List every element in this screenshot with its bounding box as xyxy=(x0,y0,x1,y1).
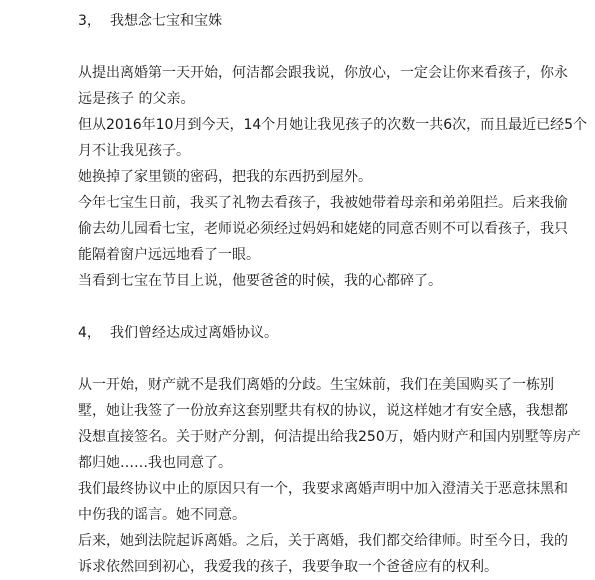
section-4-title: 我们曾经达成过离婚协议。 xyxy=(110,325,278,341)
section-3-title: 我想念七宝和宝姝 xyxy=(110,13,222,29)
section-4-paragraph-3 xyxy=(78,528,583,580)
text-line: 远是孩子 的父亲。 xyxy=(78,91,195,107)
text-line: 诉求依然回到初心，我爱我的孩子，我要争取一个爸爸应有的权利。 xyxy=(78,559,498,575)
blank-line xyxy=(78,34,595,60)
text-line: 当看到七宝在节目上说，他要爸爸的时候，我的心都碎了。 xyxy=(78,273,442,289)
section-3-number: 3， xyxy=(78,13,101,29)
text-line: 从一开始，财产就不是我们离婚的分歧。生宝妹前，我们在美国购买了一栋别 xyxy=(78,377,554,393)
section-4-paragraph-1 xyxy=(78,372,583,476)
section-3-paragraph-3 xyxy=(78,164,583,190)
text-line: 中伤我的谣言。她不同意。 xyxy=(78,507,246,523)
section-4-number: 4， xyxy=(78,325,101,341)
text-line: 没想直接签名。关于财产分割，何洁提出给我250万，婚内财产和国内别墅等房产 xyxy=(78,429,581,445)
text-line: 墅，她让我签了一份放弃这套别墅共有权的协议，说这样她才有安全感，我想都 xyxy=(78,403,568,419)
text-line: 从提出离婚第一天开始，何洁都会跟我说，你放心，一定会让你来看孩子，你永 xyxy=(78,65,568,81)
text-line: 后来，她到法院起诉离婚。之后，关于离婚，我们都交给律师。时至今日，我的 xyxy=(78,533,568,549)
text-line: 偷去幼儿园看七宝，老师说必须经过妈妈和姥姥的同意否则不可以看孩子，我只 xyxy=(78,221,568,237)
section-4-heading xyxy=(78,320,595,346)
blank-line xyxy=(78,346,595,372)
text-line: 我们最终协议中止的原因只有一个，我要求离婚声明中加入澄清关于恶意抹黑和 xyxy=(78,481,568,497)
section-3-paragraph-2 xyxy=(78,112,588,164)
text-line: 她换掉了家里锁的密码，把我的东西扔到屋外。 xyxy=(78,169,372,185)
section-3-heading xyxy=(78,8,595,34)
text-line: 但从2016年10月到今天，14个月她让我见孩子的次数一共6次，而且最近已经5个 xyxy=(78,117,588,133)
text-line: 都归她……我也同意了。 xyxy=(78,455,232,471)
blank-line xyxy=(78,294,595,320)
section-3-paragraph-5 xyxy=(78,268,583,294)
section-4-paragraph-2 xyxy=(78,476,583,528)
text-line: 月不让我见孩子。 xyxy=(78,143,190,159)
text-line: 今年七宝生日前，我买了礼物去看孩子，我被她带着母亲和弟弟阻拦。后来我偷 xyxy=(78,195,568,211)
section-3-paragraph-4 xyxy=(78,190,583,268)
text-line: 能隔着窗户远远地看了一眼。 xyxy=(78,247,260,263)
section-3-paragraph-1 xyxy=(78,60,583,112)
